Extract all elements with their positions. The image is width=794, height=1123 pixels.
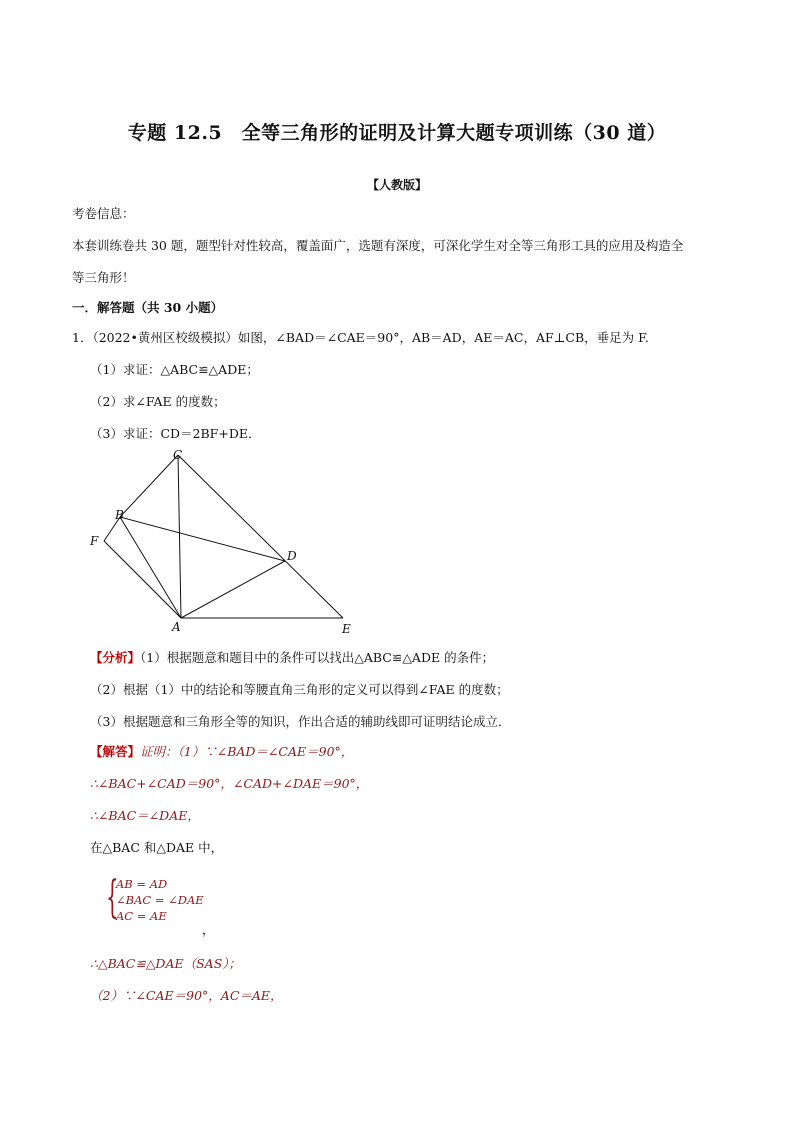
edition-label: 【人教版】 <box>366 178 427 192</box>
intro-line-1: 本套训练卷共 30 题，题型针对性较高，覆盖面广，选题有深度，可深化学生对全等三角形工具的应用及构造全 <box>72 238 684 253</box>
label-a: A <box>172 620 181 634</box>
label-d: D <box>287 549 297 563</box>
solution-tag: 【解答】 <box>90 744 141 759</box>
solution-lead-text: 证明：（1）∵∠BAD＝∠CAE＝90°， <box>140 744 354 759</box>
system-row-1: AB = AD <box>116 877 168 891</box>
label-e: E <box>342 622 351 636</box>
problem-stem-text: 如图，∠BAD＝∠CAE＝90°，AB＝AD，AE＝AC，AF⊥CB，垂足为 F. <box>237 330 649 345</box>
solution-step-2: ∴∠BAC＝∠DAE， <box>90 808 200 823</box>
analysis-tag: 【分析】 <box>90 650 141 665</box>
system-row-3: AC = AE <box>116 909 167 923</box>
problem-number: 1． <box>72 330 93 345</box>
system-trailing-comma: ， <box>202 922 215 937</box>
solution-step-3: 在△BAC 和△DAE 中， <box>90 840 224 855</box>
section-heading: 一．解答题（共 30 小题） <box>72 300 224 315</box>
solution-step-1: ∴∠BAC+∠CAD＝90°，∠CAD+∠DAE＝90°， <box>90 776 369 791</box>
segment-bd <box>120 517 285 561</box>
segment-cb <box>120 455 178 517</box>
problem-part-1: （1）求证：△ABC≌△ADE； <box>90 362 259 377</box>
system-row-2: ∠BAC = ∠DAE <box>116 893 204 907</box>
analysis-line-2: （2）根据（1）中的结论和等腰直角三角形的定义可以得到∠FAE 的度数； <box>90 682 509 697</box>
label-c: C <box>173 448 183 462</box>
label-f: F <box>90 534 99 548</box>
equation-system <box>106 872 204 924</box>
solution-lead <box>90 742 353 760</box>
problem-stem <box>72 328 649 346</box>
intro-line-2: 等三角形！ <box>72 270 135 285</box>
exam-info-label: 考卷信息： <box>72 206 135 221</box>
segment-fa <box>104 541 181 618</box>
solution-step-4: ∴△BAC≌△DAE（SAS）； <box>90 956 242 971</box>
segment-ce <box>178 455 343 618</box>
segment-ba <box>120 517 181 618</box>
problem-part-3: （3）求证：CD＝2BF+DE． <box>90 426 261 441</box>
analysis-line-1 <box>90 648 494 666</box>
analysis-text-1: （1）根据题意和题目中的条件可以找出△ABC≌△ADE 的条件； <box>140 650 495 665</box>
geometry-figure <box>80 440 370 640</box>
analysis-line-3: （3）根据题意和三角形全等的知识，作出合适的辅助线即可证明结论成立． <box>90 714 511 729</box>
label-b: B <box>115 508 124 522</box>
page-title: 专题 12.5 全等三角形的证明及计算大题专项训练（30 道） <box>127 122 667 144</box>
problem-part-2: （2）求∠FAE 的度数； <box>90 394 226 409</box>
solution-step-5: （2）∵∠CAE＝90°，AC＝AE， <box>90 988 283 1003</box>
segment-ad <box>181 561 285 618</box>
segment-ac <box>178 455 181 618</box>
problem-source: （2022•黄州区校级模拟） <box>92 330 238 345</box>
system-brace: { <box>106 872 119 923</box>
